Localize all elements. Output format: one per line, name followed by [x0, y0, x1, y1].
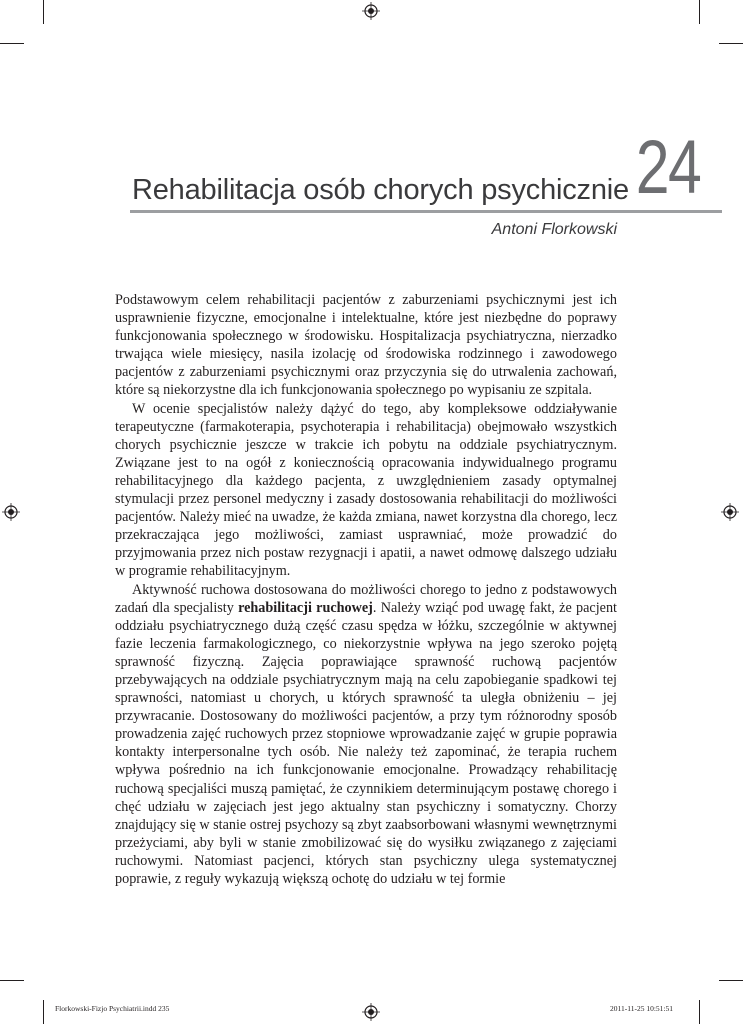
chapter-rule	[130, 210, 722, 213]
bold-term: rehabilitacji ruchowej	[238, 599, 373, 616]
registration-mark-icon	[362, 2, 380, 20]
crop-mark	[43, 0, 44, 24]
registration-mark-icon	[2, 503, 20, 521]
registration-mark-icon	[721, 503, 739, 521]
crop-mark	[0, 43, 24, 44]
body-text	[115, 291, 617, 888]
footer-datetime: 2011-11-25 10:51:51	[610, 1004, 673, 1013]
paragraph-text: Aktywność ruchowa dostosowana do możliwości chorego to jedno z podstawowych zadań dla specjalisty	[115, 581, 617, 616]
crop-mark	[43, 1000, 44, 1024]
paragraph	[115, 581, 617, 889]
paragraph: W ocenie specjalistów należy dążyć do tego, aby kompleksowe oddziaływanie terapeutyczne (farmakoterapia, psychoterapia i rehabilitacja) obejmowało wszystkich chorych psychicznie jeszcze w trakcie ich pobytu na oddziale psychiatrycznym. Związane jest to na ogół z koniecznością opracowania indywidualnego programu rehabilitacyjnego dla każdego pacjenta, z uwzględnieniem zasady optymalnej stymulacji przez personel medyczny i zasady dostosowania rehabilitacji do możliwości pacjentów. Należy mieć na uwadze, że każda zmiana, nawet korzystna dla chorego, lecz przekraczająca jego możliwości, zamiast usprawniać, może prowadzić do przyjmowania przez nich postaw rezygnacji i apatii, a nawet odmowę dalszego udziału w programie rehabilitacyjnym.	[115, 400, 617, 580]
paragraph: Podstawowym celem rehabilitacji pacjentów z zaburzeniami psychicznymi jest ich usprawnienie fizyczne, emocjonalne i intelektualne, które jest niezbędne do poprawy funkcjonowania społecznego w środowisku. Hospitalizacja psychiatryczna, nierzadko trwająca wiele miesięcy, nasila izolację od środowiska rodzinnego i zawodowego pacjentów z zaburzeniami psychicznymi oraz przyczynia się do utrwalenia zachowań, które są niekorzystne dla ich funkcjonowania społecznego po wypisaniu ze szpitala.	[115, 292, 617, 399]
registration-mark-icon	[362, 1003, 380, 1021]
paragraph-text: . Należy wziąć pod uwagę fakt, że pacjent oddziału psychiatrycznego dużą część czasu spędza w łóżku, szczególnie w aktywnej fazie leczenia farmakologicznego, co niekorzystnie wpływa na jego szeroko pojętą sprawność fizyczną. Zajęcia poprawiające sprawność ruchową pacjentów przebywających na oddziale psychiatrycznym mają na celu zapobieganie spadkowi tej sprawności, natomiast u chorych, u których sprawność ta uległa obniżeniu – jej przywracanie. Dostosowany do możliwości pacjentów, a przy tym różnorodny sposób prowadzenia zajęć ruchowych przez stopniowe wprowadzanie zajęć w grupie poprawia kontakty interpersonalne tych osób. Nie należy też zapominać, że terapia ruchem wpływa pośrednio na ich funkcjonowanie emocjonalne. Prowadzący rehabilitację ruchową specjaliści muszą pamiętać, że czynnikiem determinującym postawę chorego i chęć udziału w zajęciach jest jego aktualny stan psychiczny i somatyczny. Chorzy znajdujący się w stanie ostrej psychozy są zbyt zaabsorbowani własnymi wewnętrznymi przeżyciami, aby byli w stanie zmobilizować się do wysiłku związanego z zajęciami ruchowymi. Natomiast pacjenci, których stan psychiczny ulega systematycznej poprawie, z reguły wykazują większą ochotę do udziału w tej formie	[115, 599, 617, 887]
crop-mark	[699, 0, 700, 24]
chapter-author: Antoni Florkowski	[491, 221, 617, 238]
crop-mark	[719, 980, 743, 981]
crop-mark	[699, 1000, 700, 1024]
chapter-number: 24	[635, 125, 701, 210]
footer-file-info: Florkowski-Fizjo Psychiatrii.indd 235	[55, 1004, 170, 1013]
crop-mark	[719, 43, 743, 44]
crop-mark	[0, 980, 24, 981]
chapter-title: Rehabilitacja osób chorych psychicznie	[132, 174, 629, 206]
